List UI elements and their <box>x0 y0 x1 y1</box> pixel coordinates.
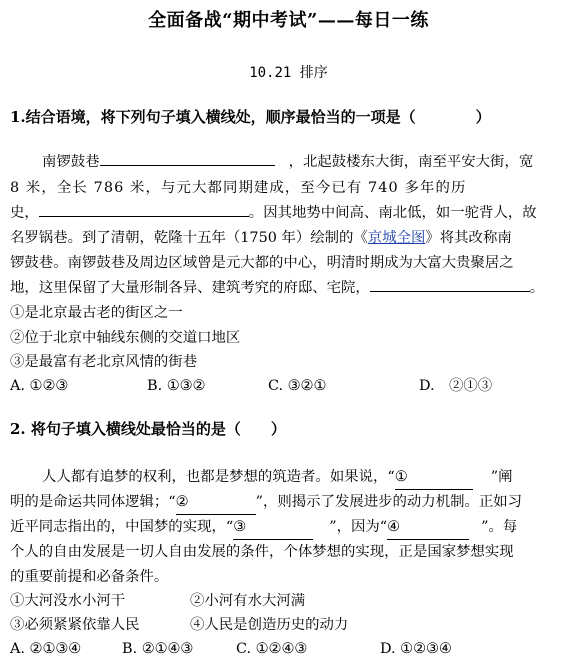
q1-line-5: 锣鼓巷。南锣鼓巷及周边区域曾是元大都的中心，明清时期成为大富大贵聚居之 <box>10 255 514 271</box>
q2-line-3 <box>10 515 517 540</box>
q2-blank-3: ③ <box>233 515 313 540</box>
q2-blank-4: ④ <box>387 515 469 540</box>
q2-sentence-3: ③必须紧紧依靠人民 <box>10 617 140 633</box>
q2-text: ”。每 <box>481 519 518 535</box>
q2-text: 人人都有追梦的权利，也都是梦想的筑造者。如果说，“ <box>42 469 395 485</box>
q1-sentence-3: ③是最富有老北京风情的街巷 <box>10 354 198 370</box>
q1-text: 地，这里保留了大量形制各异、建筑考究的府邸、宅院， <box>10 280 370 296</box>
q1-text: 史， <box>10 205 39 221</box>
q2-text: ”，因为“ <box>329 519 388 535</box>
q2-line-1 <box>10 465 512 490</box>
q2-sentence-1: ①大河没水小河干 <box>10 593 126 609</box>
q1-line-6 <box>10 276 544 300</box>
q2-line-4: 个人的自由发展是一切人自由发展的条件，个体梦想的实现，正是国家梦想实现 <box>10 544 514 560</box>
q2-option-a[interactable]: A. ②①③④ <box>10 641 82 657</box>
q1-line-4 <box>10 226 512 250</box>
q1-line-2: 8 米，全长 786 米，与元大都同期建成，至今已有 740 多年的历 <box>10 180 467 196</box>
q2-option-c[interactable]: C. ①②④③ <box>236 641 308 657</box>
question-2-prompt: 2. 将句子填入横线处最恰当的是（ ） <box>10 420 286 438</box>
q1-option-a[interactable]: A. ①②③ <box>10 378 69 394</box>
q2-line-5: 的重要前提和必备条件。 <box>10 569 169 585</box>
q2-blank-1: ① <box>395 465 473 490</box>
q1-text: 。因其地势中间高、南北低，如一驼背人，故 <box>248 205 537 221</box>
q1-option-c[interactable]: C. ③②① <box>268 378 327 394</box>
q2-text: 明的是命运共同体逻辑；“ <box>10 494 176 510</box>
q1-blank-2 <box>39 202 249 217</box>
q2-sentence-2: ②小河有水大河满 <box>190 593 306 609</box>
page-title: 全面备战“期中考试”——每日一练 <box>148 10 429 31</box>
q2-line-2 <box>10 490 522 515</box>
q2-sentence-4: ④人民是创造历史的动力 <box>190 617 349 633</box>
q2-option-b[interactable]: B. ②①④③ <box>122 641 194 657</box>
q1-text: 》将其改称南 <box>425 230 512 246</box>
page-subtitle: 10.21 排序 <box>249 65 328 81</box>
q1-line-1 <box>10 150 533 174</box>
q1-option-b[interactable]: B. ①③② <box>147 378 206 394</box>
q1-blank-3 <box>370 277 530 292</box>
q1-sentence-2: ②位于北京中轴线东侧的交道口地区 <box>10 330 241 346</box>
q1-sentence-1: ①是北京最古老的街区之一 <box>10 305 183 321</box>
q2-text: 近平同志指出的，中国梦的实现，“ <box>10 519 234 535</box>
q2-blank-2: ② <box>176 490 256 515</box>
q2-text: ”，则揭示了发展进步的动力机制。正如习 <box>255 494 523 510</box>
q2-option-d[interactable]: D. ①②③④ <box>380 641 452 657</box>
q1-text: 。 <box>529 280 545 296</box>
q1-line-3 <box>10 201 537 225</box>
q1-text: 名罗锅巷。到了清朝，乾隆十五年（1750 年）绘制的《 <box>10 230 368 246</box>
q1-option-d[interactable]: D. ②①③ <box>419 378 493 394</box>
q1-blank-1 <box>100 151 275 166</box>
q2-text: ”阐 <box>490 469 513 485</box>
question-1-prompt: 1.结合语境，将下列句子填入横线处，顺序最恰当的一项是（ ） <box>10 108 491 126</box>
jingcheng-map-link[interactable]: 京城全图 <box>367 230 426 246</box>
q1-text: ，北起鼓楼东大街，南至平安大街，宽 <box>288 154 534 170</box>
q1-text: 南锣鼓巷 <box>42 154 100 170</box>
